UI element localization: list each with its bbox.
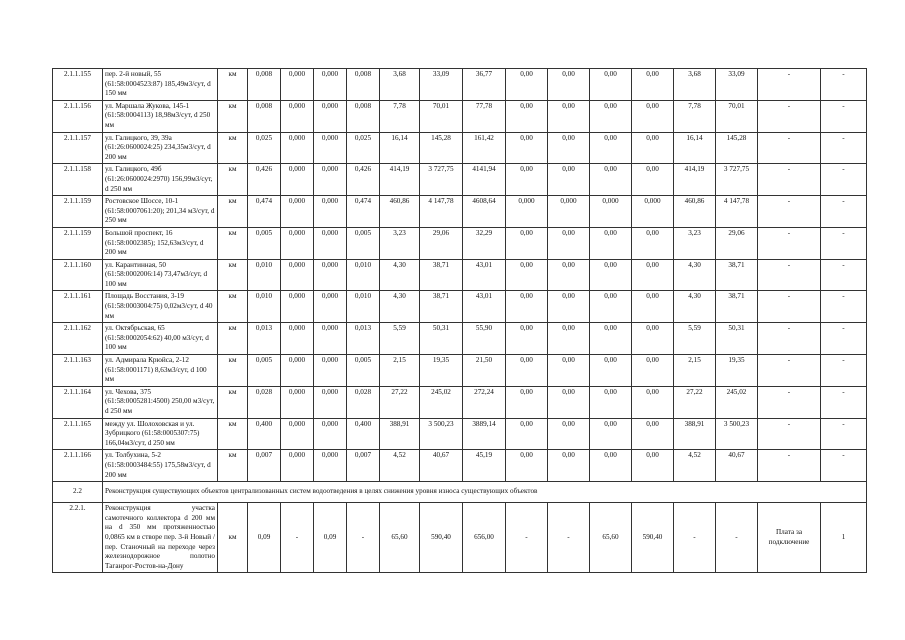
row-value: [821, 355, 867, 387]
row-value: 0,00: [506, 100, 548, 132]
row-description: между ул. Шолоховская и ул. Зубрицкого (61:58:0005307:75) 166,04м3/сут, d 250 мм: [103, 418, 218, 450]
row-value: 19,35: [420, 355, 463, 387]
row-unit: км: [218, 259, 248, 291]
row-value: 161,42: [463, 132, 506, 164]
row-value: [758, 355, 821, 387]
row-value: 460,86: [380, 196, 420, 228]
row-description: ул. Толбухина, 5-2 (61:58:0003484:55) 175,58м3/сут, d 200 мм: [103, 450, 218, 482]
table-row: [53, 323, 867, 355]
row-value-dash: -: [842, 228, 845, 237]
table-row: [53, 450, 867, 482]
row-value: [758, 69, 821, 101]
row-value: 3 727,75: [420, 164, 463, 196]
row-value: 0,000: [314, 386, 347, 418]
row-value-dash: -: [842, 101, 845, 110]
row-value: 0,00: [506, 259, 548, 291]
row-value: -: [281, 503, 314, 573]
row-value: 0,000: [632, 196, 674, 228]
row-unit: км: [218, 227, 248, 259]
row-value: 0,00: [632, 227, 674, 259]
row-value: 0,005: [248, 227, 281, 259]
row-value-dash: -: [787, 165, 791, 174]
row-value: [821, 418, 867, 450]
row-value: Плата за подключение: [758, 503, 821, 573]
row-value: 0,00: [590, 259, 632, 291]
row-value: 70,01: [420, 100, 463, 132]
row-value: 0,00: [632, 355, 674, 387]
row-value: 38,71: [716, 291, 758, 323]
row-unit: км: [218, 100, 248, 132]
row-value: 0,00: [506, 418, 548, 450]
row-value: 5,59: [674, 323, 716, 355]
row-value-dash: -: [787, 292, 791, 301]
row-value: 0,00: [632, 164, 674, 196]
row-value: 0,000: [281, 196, 314, 228]
row-value: 0,008: [248, 69, 281, 101]
row-value: 0,00: [590, 132, 632, 164]
row-value: 388,91: [380, 418, 420, 450]
row-value: 0,00: [548, 291, 590, 323]
row-value: 4,30: [674, 291, 716, 323]
row-value: 5,59: [380, 323, 420, 355]
row-value: 65,60: [380, 503, 420, 573]
row-value: 38,71: [716, 259, 758, 291]
row-value: 0,000: [506, 196, 548, 228]
row-value: 27,22: [674, 386, 716, 418]
row-value: 3,23: [380, 227, 420, 259]
row-number: 2.1.1.158: [53, 164, 103, 196]
row-unit: км: [218, 386, 248, 418]
row-value-dash: -: [842, 419, 845, 428]
row-description: Площадь Восстания, 3-19 (61:58:0003004:75) 0,02м3/сут, d 40 мм: [103, 291, 218, 323]
row-value: 0,00: [506, 355, 548, 387]
row-value: 0,00: [506, 386, 548, 418]
row-value: 4,30: [380, 291, 420, 323]
row-value: 0,00: [590, 355, 632, 387]
row-value: -: [506, 503, 548, 573]
row-value: 3 500,23: [716, 418, 758, 450]
row-value: 0,000: [281, 164, 314, 196]
row-value: 0,00: [632, 291, 674, 323]
row-value: 32,29: [463, 227, 506, 259]
row-value: [758, 259, 821, 291]
row-value: 3,23: [674, 227, 716, 259]
row-value: 16,14: [674, 132, 716, 164]
row-value: [758, 323, 821, 355]
row-value: 0,000: [314, 69, 347, 101]
table-row: [53, 418, 867, 450]
row-value: 460,86: [674, 196, 716, 228]
row-value: 0,028: [248, 386, 281, 418]
row-value: [758, 291, 821, 323]
row-value-dash: -: [842, 165, 845, 174]
row-value: 245,02: [420, 386, 463, 418]
table-body: [53, 69, 867, 573]
row-value: 0,025: [248, 132, 281, 164]
row-value: 38,71: [420, 291, 463, 323]
row-value: 0,00: [632, 69, 674, 101]
row-value: 0,000: [314, 227, 347, 259]
row-value: 0,426: [347, 164, 380, 196]
row-value: 0,000: [281, 132, 314, 164]
row-value: [821, 100, 867, 132]
table-row: [53, 69, 867, 101]
row-value-dash: -: [787, 260, 791, 269]
row-value: 0,474: [248, 196, 281, 228]
row-value: 145,28: [420, 132, 463, 164]
row-number: 2.1.1.166: [53, 450, 103, 482]
row-number: 2.1.1.155: [53, 69, 103, 101]
row-value: 0,00: [632, 259, 674, 291]
row-description: ул. Чехова, 375 (61:58:0005281:4500) 250,00 м3/сут, d 250 мм: [103, 386, 218, 418]
row-value: [758, 164, 821, 196]
row-value: [821, 196, 867, 228]
table-row: [53, 100, 867, 132]
row-description: ул. Адмирала Крюйса, 2-12 (61:58:0001171) 8,63м3/сут, d 100 мм: [103, 355, 218, 387]
row-value: 0,426: [248, 164, 281, 196]
row-unit: км: [218, 69, 248, 101]
row-value: 0,00: [506, 291, 548, 323]
row-value-dash: -: [842, 260, 845, 269]
row-value: 50,31: [420, 323, 463, 355]
row-value: 0,000: [281, 259, 314, 291]
row-value: 0,00: [590, 450, 632, 482]
row-value: 3889,14: [463, 418, 506, 450]
row-value-dash: -: [787, 419, 791, 428]
row-value: 70,01: [716, 100, 758, 132]
row-value: 0,00: [590, 418, 632, 450]
row-value: 29,06: [420, 227, 463, 259]
row-value: 0,00: [590, 164, 632, 196]
row-value: 0,005: [347, 227, 380, 259]
row-value: 0,000: [314, 132, 347, 164]
row-value: 0,000: [314, 450, 347, 482]
row-value: 0,09: [248, 503, 281, 573]
row-value: 0,00: [548, 259, 590, 291]
row-value: 0,00: [506, 450, 548, 482]
row-value-dash: -: [787, 324, 791, 333]
row-value: 0,025: [347, 132, 380, 164]
row-value: [758, 386, 821, 418]
row-value: 45,19: [463, 450, 506, 482]
row-value: 43,01: [463, 259, 506, 291]
row-value: 0,00: [590, 100, 632, 132]
row-value: 0,000: [281, 100, 314, 132]
row-value: 0,00: [548, 355, 590, 387]
row-value: 0,400: [347, 418, 380, 450]
row-value: 55,90: [463, 323, 506, 355]
row-value: 0,000: [281, 418, 314, 450]
row-value: [758, 227, 821, 259]
row-value: 4 147,78: [420, 196, 463, 228]
row-value: 1: [821, 503, 867, 573]
row-value: 0,00: [506, 132, 548, 164]
table-row: [53, 259, 867, 291]
section-row: [53, 482, 867, 503]
row-value: 0,00: [548, 418, 590, 450]
row-value: 0,010: [248, 259, 281, 291]
row-value: 0,000: [314, 291, 347, 323]
row-value: [821, 291, 867, 323]
row-value: 0,00: [590, 291, 632, 323]
row-value-dash: -: [842, 133, 845, 142]
row-description: ул. Октябрьская, 65 (61:58:0002054:62) 40,00 м3/сут, d 100 мм: [103, 323, 218, 355]
row-value: 0,00: [548, 132, 590, 164]
investment-program-table: [52, 68, 867, 573]
row-value: 77,78: [463, 100, 506, 132]
row-description: ул. Карантинная, 50 (61:58:0002006:14) 73,47м3/сут, d 100 мм: [103, 259, 218, 291]
row-value: 0,00: [590, 386, 632, 418]
row-value: 388,91: [674, 418, 716, 450]
row-value: [821, 259, 867, 291]
row-value: 0,00: [590, 227, 632, 259]
row-value-dash: -: [787, 356, 791, 365]
row-value: 0,000: [281, 323, 314, 355]
row-value: 0,00: [506, 164, 548, 196]
row-value: 3,68: [380, 69, 420, 101]
row-value: 0,000: [314, 418, 347, 450]
row-value: 0,000: [314, 323, 347, 355]
row-value: 0,008: [347, 69, 380, 101]
row-value: 0,000: [281, 386, 314, 418]
row-value: 145,28: [716, 132, 758, 164]
row-value: 0,00: [506, 69, 548, 101]
section-title: Реконструкция существующих объектов централизованных систем водоотведения в целях снижения уровня износа существующих объектов: [103, 482, 867, 503]
row-value: [821, 69, 867, 101]
row-value: 0,00: [632, 132, 674, 164]
row-value: 0,000: [314, 259, 347, 291]
row-value: 414,19: [380, 164, 420, 196]
row-value: 0,007: [347, 450, 380, 482]
row-value: 245,02: [716, 386, 758, 418]
row-value: 2,15: [674, 355, 716, 387]
row-value: 3,68: [674, 69, 716, 101]
table-row: [53, 132, 867, 164]
row-number: 2.1.1.159: [53, 196, 103, 228]
row-value: [821, 450, 867, 482]
row-unit: км: [218, 323, 248, 355]
row-description: ул. Галицкого, 49б (61:26:0600024:2970) 156,99м3/сут, d 250 мм: [103, 164, 218, 196]
row-value-dash: -: [842, 451, 845, 460]
row-value: 0,000: [281, 227, 314, 259]
row-description: Реконструкция участка самотечного коллектора d 200 мм на d 350 мм протяженностью 0,0865 км в створе пер. 3-й Новый / пер. Станочный на переходе через железнодорожное полотно Таганрог-Ростов-на-Дону: [103, 503, 218, 573]
row-value: 0,00: [548, 450, 590, 482]
row-value: [758, 196, 821, 228]
row-description: Ростовское Шоссе, 10-1 (61:58:0007061:20); 201,34 м3/сут, d 250 мм: [103, 196, 218, 228]
row-value: 0,000: [281, 69, 314, 101]
row-value: 27,22: [380, 386, 420, 418]
row-value: 0,474: [347, 196, 380, 228]
row-unit: км: [218, 450, 248, 482]
row-value: 29,06: [716, 227, 758, 259]
row-value: 0,013: [248, 323, 281, 355]
row-value: 0,00: [590, 69, 632, 101]
row-value: 4608,64: [463, 196, 506, 228]
row-value-dash: -: [842, 324, 845, 333]
row-number: 2.2.1.: [53, 503, 103, 573]
row-value: -: [716, 503, 758, 573]
row-value: 0,000: [548, 196, 590, 228]
row-value: [758, 450, 821, 482]
row-value: -: [674, 503, 716, 573]
table-row: [53, 386, 867, 418]
row-value: 0,00: [548, 100, 590, 132]
row-value: 0,00: [506, 227, 548, 259]
row-value: 0,00: [548, 323, 590, 355]
row-value: 0,00: [632, 323, 674, 355]
row-value: 33,09: [420, 69, 463, 101]
row-number: 2.1.1.165: [53, 418, 103, 450]
row-value-dash: -: [842, 387, 845, 396]
row-value: 16,14: [380, 132, 420, 164]
row-value: 4,52: [380, 450, 420, 482]
row-number: 2.1.1.164: [53, 386, 103, 418]
row-value: [758, 132, 821, 164]
row-value: 0,005: [347, 355, 380, 387]
row-value: 0,00: [548, 386, 590, 418]
row-value: [821, 386, 867, 418]
row-unit: км: [218, 503, 248, 573]
table-row: [53, 291, 867, 323]
row-value: 0,00: [548, 227, 590, 259]
row-value-dash: -: [787, 197, 791, 206]
table-row-reconstruction: [53, 503, 867, 573]
row-value: 4,30: [674, 259, 716, 291]
row-value: 40,67: [420, 450, 463, 482]
row-value: 0,000: [281, 291, 314, 323]
row-value: 43,01: [463, 291, 506, 323]
row-value: 4141,94: [463, 164, 506, 196]
row-value: -: [347, 503, 380, 573]
row-value: 21,50: [463, 355, 506, 387]
row-value: [758, 100, 821, 132]
row-value: 3 500,23: [420, 418, 463, 450]
row-value: 656,00: [463, 503, 506, 573]
row-value: [821, 132, 867, 164]
row-value: 0,010: [347, 259, 380, 291]
row-value: 0,010: [248, 291, 281, 323]
row-value: -: [548, 503, 590, 573]
row-value-dash: -: [787, 133, 791, 142]
row-value: 0,000: [314, 100, 347, 132]
row-number: 2.1.1.162: [53, 323, 103, 355]
row-value-dash: -: [842, 70, 845, 78]
row-value: 0,400: [248, 418, 281, 450]
row-unit: км: [218, 291, 248, 323]
row-value: 0,000: [314, 164, 347, 196]
row-value-dash: -: [842, 292, 845, 301]
row-value: 0,008: [248, 100, 281, 132]
row-value: [758, 418, 821, 450]
section-number: 2.2: [53, 482, 103, 503]
row-unit: км: [218, 164, 248, 196]
row-value: 0,013: [347, 323, 380, 355]
row-value-dash: -: [787, 451, 791, 460]
row-value: 7,78: [674, 100, 716, 132]
row-description: ул. Галицкого, 39, 39а (61:26:0600024:25) 234,35м3/сут, d 200 мм: [103, 132, 218, 164]
row-value: 0,008: [347, 100, 380, 132]
row-value: 0,09: [314, 503, 347, 573]
row-description: Большой проспект, 16 (61:58:0002385); 152,63м3/сут, d 200 мм: [103, 227, 218, 259]
table-row: [53, 355, 867, 387]
row-value: 0,000: [314, 196, 347, 228]
table-row: [53, 227, 867, 259]
row-value: 0,005: [248, 355, 281, 387]
row-unit: км: [218, 196, 248, 228]
row-value-dash: -: [842, 356, 845, 365]
row-value: 0,000: [314, 355, 347, 387]
row-value-dash: -: [842, 197, 845, 206]
row-unit: км: [218, 355, 248, 387]
row-value: [821, 227, 867, 259]
row-value: 414,19: [674, 164, 716, 196]
row-value: [821, 323, 867, 355]
row-value: 590,40: [632, 503, 674, 573]
row-value: 38,71: [420, 259, 463, 291]
table-row: [53, 164, 867, 196]
row-description: пер. 2-й новый, 55 (61:58:0004523:87) 185,49м3/сут, d 150 мм: [103, 69, 218, 101]
row-unit: км: [218, 418, 248, 450]
row-value: 0,00: [632, 450, 674, 482]
row-value: 3 727,75: [716, 164, 758, 196]
row-value: 0,028: [347, 386, 380, 418]
row-value: 4 147,78: [716, 196, 758, 228]
row-value: 36,77: [463, 69, 506, 101]
row-value: 2,15: [380, 355, 420, 387]
row-number: 2.1.1.160: [53, 259, 103, 291]
row-value: 4,30: [380, 259, 420, 291]
row-number: 2.1.1.157: [53, 132, 103, 164]
row-value: 0,00: [632, 386, 674, 418]
row-value: 4,52: [674, 450, 716, 482]
row-value: 65,60: [590, 503, 632, 573]
row-value: 7,78: [380, 100, 420, 132]
row-value: 40,67: [716, 450, 758, 482]
row-value: 50,31: [716, 323, 758, 355]
row-value: [821, 164, 867, 196]
row-value: 0,00: [632, 100, 674, 132]
row-value: 33,09: [716, 69, 758, 101]
row-value: 0,000: [590, 196, 632, 228]
row-value: 19,35: [716, 355, 758, 387]
row-value: 0,000: [281, 450, 314, 482]
row-value-dash: -: [787, 387, 791, 396]
row-value: 272,24: [463, 386, 506, 418]
row-number: 2.1.1.156: [53, 100, 103, 132]
row-value: 0,007: [248, 450, 281, 482]
row-value: 0,00: [548, 164, 590, 196]
row-number: 2.1.1.163: [53, 355, 103, 387]
table-row: [53, 196, 867, 228]
row-value: 590,40: [420, 503, 463, 573]
row-value: 0,00: [590, 323, 632, 355]
row-description: ул. Маршала Жукова, 145-1 (61:58:0004113) 18,98м3/сут, d 250 мм: [103, 100, 218, 132]
row-value: 0,00: [548, 69, 590, 101]
row-value-dash: -: [787, 101, 791, 110]
row-value: 0,010: [347, 291, 380, 323]
row-number: 2.1.1.161: [53, 291, 103, 323]
row-value: 0,00: [506, 323, 548, 355]
row-number: 2.1.1.159: [53, 227, 103, 259]
row-value: 0,000: [281, 355, 314, 387]
row-unit: км: [218, 132, 248, 164]
row-value-dash: -: [787, 70, 791, 78]
row-value: 0,00: [632, 418, 674, 450]
row-value-dash: -: [787, 228, 791, 237]
